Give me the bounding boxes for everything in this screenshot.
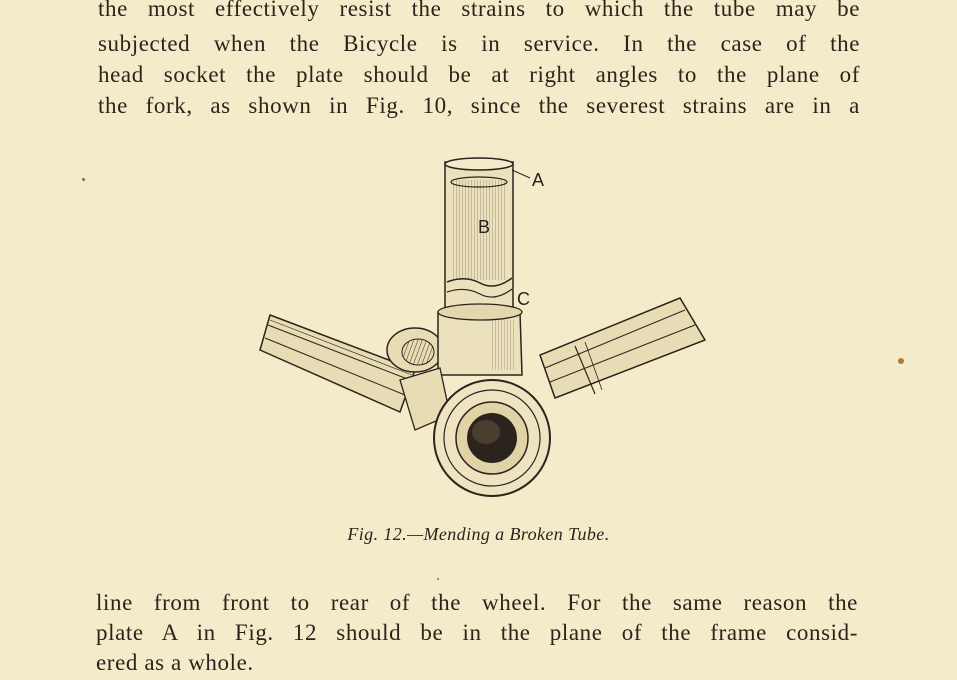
text-line-1: the most effectively resist the strains to which the tube may be <box>98 0 860 21</box>
text-line-3: head socket the plate should be at right angles to the plane of <box>98 62 860 87</box>
text-line-6: plate A in Fig. 12 should be in the plane of the frame consid- <box>96 620 858 645</box>
rear-collar <box>387 328 443 372</box>
label-a: A <box>532 170 545 190</box>
text-line-4: the fork, as shown in Fig. 10, since the severest strains are in a <box>98 93 860 118</box>
head-socket <box>400 368 550 496</box>
socket-collar <box>438 304 522 375</box>
label-b: B <box>478 217 491 237</box>
speck <box>82 178 85 181</box>
figure-caption: Fig. 12.—Mending a Broken Tube. <box>347 524 610 544</box>
text-line-2: subjected when the Bicycle is in service. In the case of the <box>98 31 860 56</box>
label-c: C <box>517 289 530 309</box>
left-tube <box>260 315 415 412</box>
right-tube <box>540 298 705 398</box>
broken-tube-illustration <box>240 150 720 510</box>
speck <box>898 358 904 364</box>
text-line-5: line from front to rear of the wheel. For the same reason the <box>96 590 858 615</box>
speck <box>437 578 439 580</box>
text-line-7: ered as a whole. <box>96 650 254 675</box>
